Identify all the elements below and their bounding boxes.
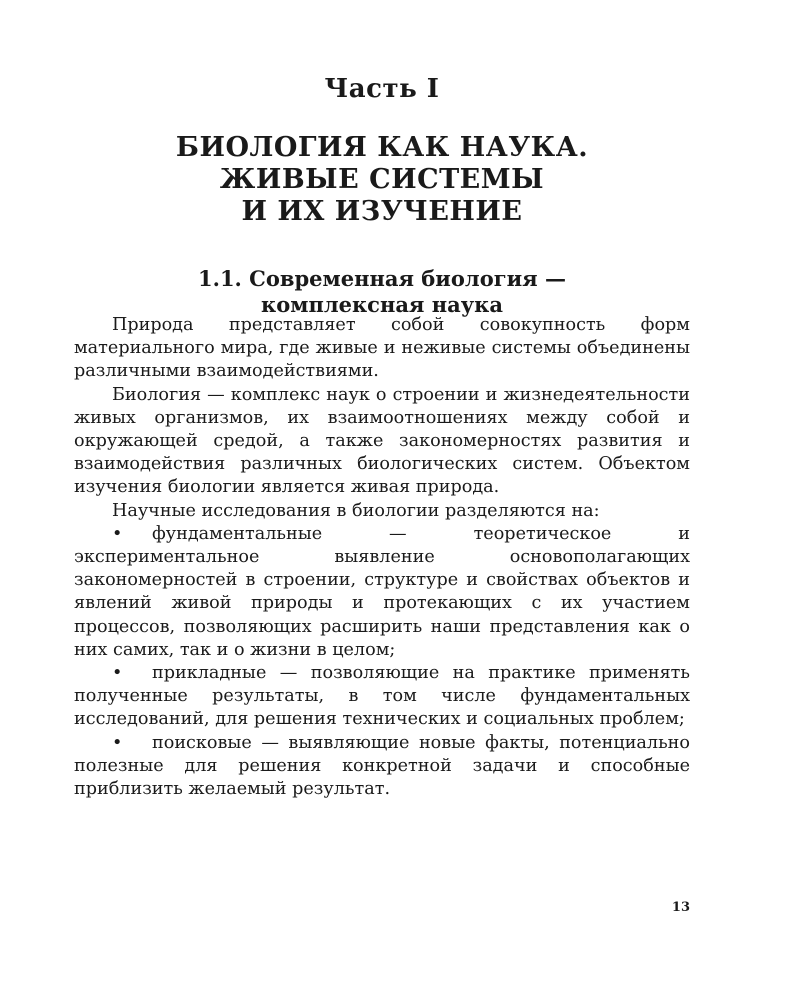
paragraph: Природа представляет собой совокупность форм материального мира, где живые и неживые системы объединены различными взаимодействиями. [74,315,690,382]
part-title: Часть I [324,74,440,104]
bullet-dot: • [112,663,123,684]
chapter-title-line: И ИХ ИЗУЧЕНИЕ [241,196,523,227]
bullet-item [74,523,690,662]
page-number: 13 [671,900,690,915]
paragraph: Научные исследования в биологии разделяются на: [112,500,600,521]
book-page [74,0,690,1000]
bullet-text: фундаментальные — теоретическое и экспериментальное выявление основополагающих закономерностей в строении, структуре и свойствах объектов и явлений живой природы и протекающих с их участием процессов, позволяющих расширить наши представления как о них самих, так и о жизни в целом; [74,523,690,660]
chapter-title-line: БИОЛОГИЯ КАК НАУКА. [175,132,589,163]
chapter-title [74,132,690,228]
bullet-dot: • [112,523,123,544]
bullet-item [74,732,690,802]
section-title [74,266,690,318]
paragraph: Биология — комплекс наук о строении и жизнедеятельности живых организмов, их взаимоотношениях между собой и окружающей средой, а также закономерностях развития и взаимодействия различных биологических систем. Объектом изучения биологии является живая природа. [74,384,690,498]
section-title-line: комплексная наука [261,292,503,317]
bullet-dot: • [112,732,123,753]
body-text [74,314,690,801]
section-title-line: 1.1. Современная биология — [198,266,566,291]
chapter-title-line: ЖИВЫЕ СИСТЕМЫ [219,164,545,195]
bullet-text: поисковые — выявляющие новые факты, потенциально полезные для решения конкретной задачи и способные приблизить желаемый результат. [74,732,690,800]
bullet-item [74,662,690,732]
bullet-text: прикладные — позволяющие на практике применять полученные результаты, в том числе фундаментальных исследований, для решения технических и социальных проблем; [74,663,690,730]
